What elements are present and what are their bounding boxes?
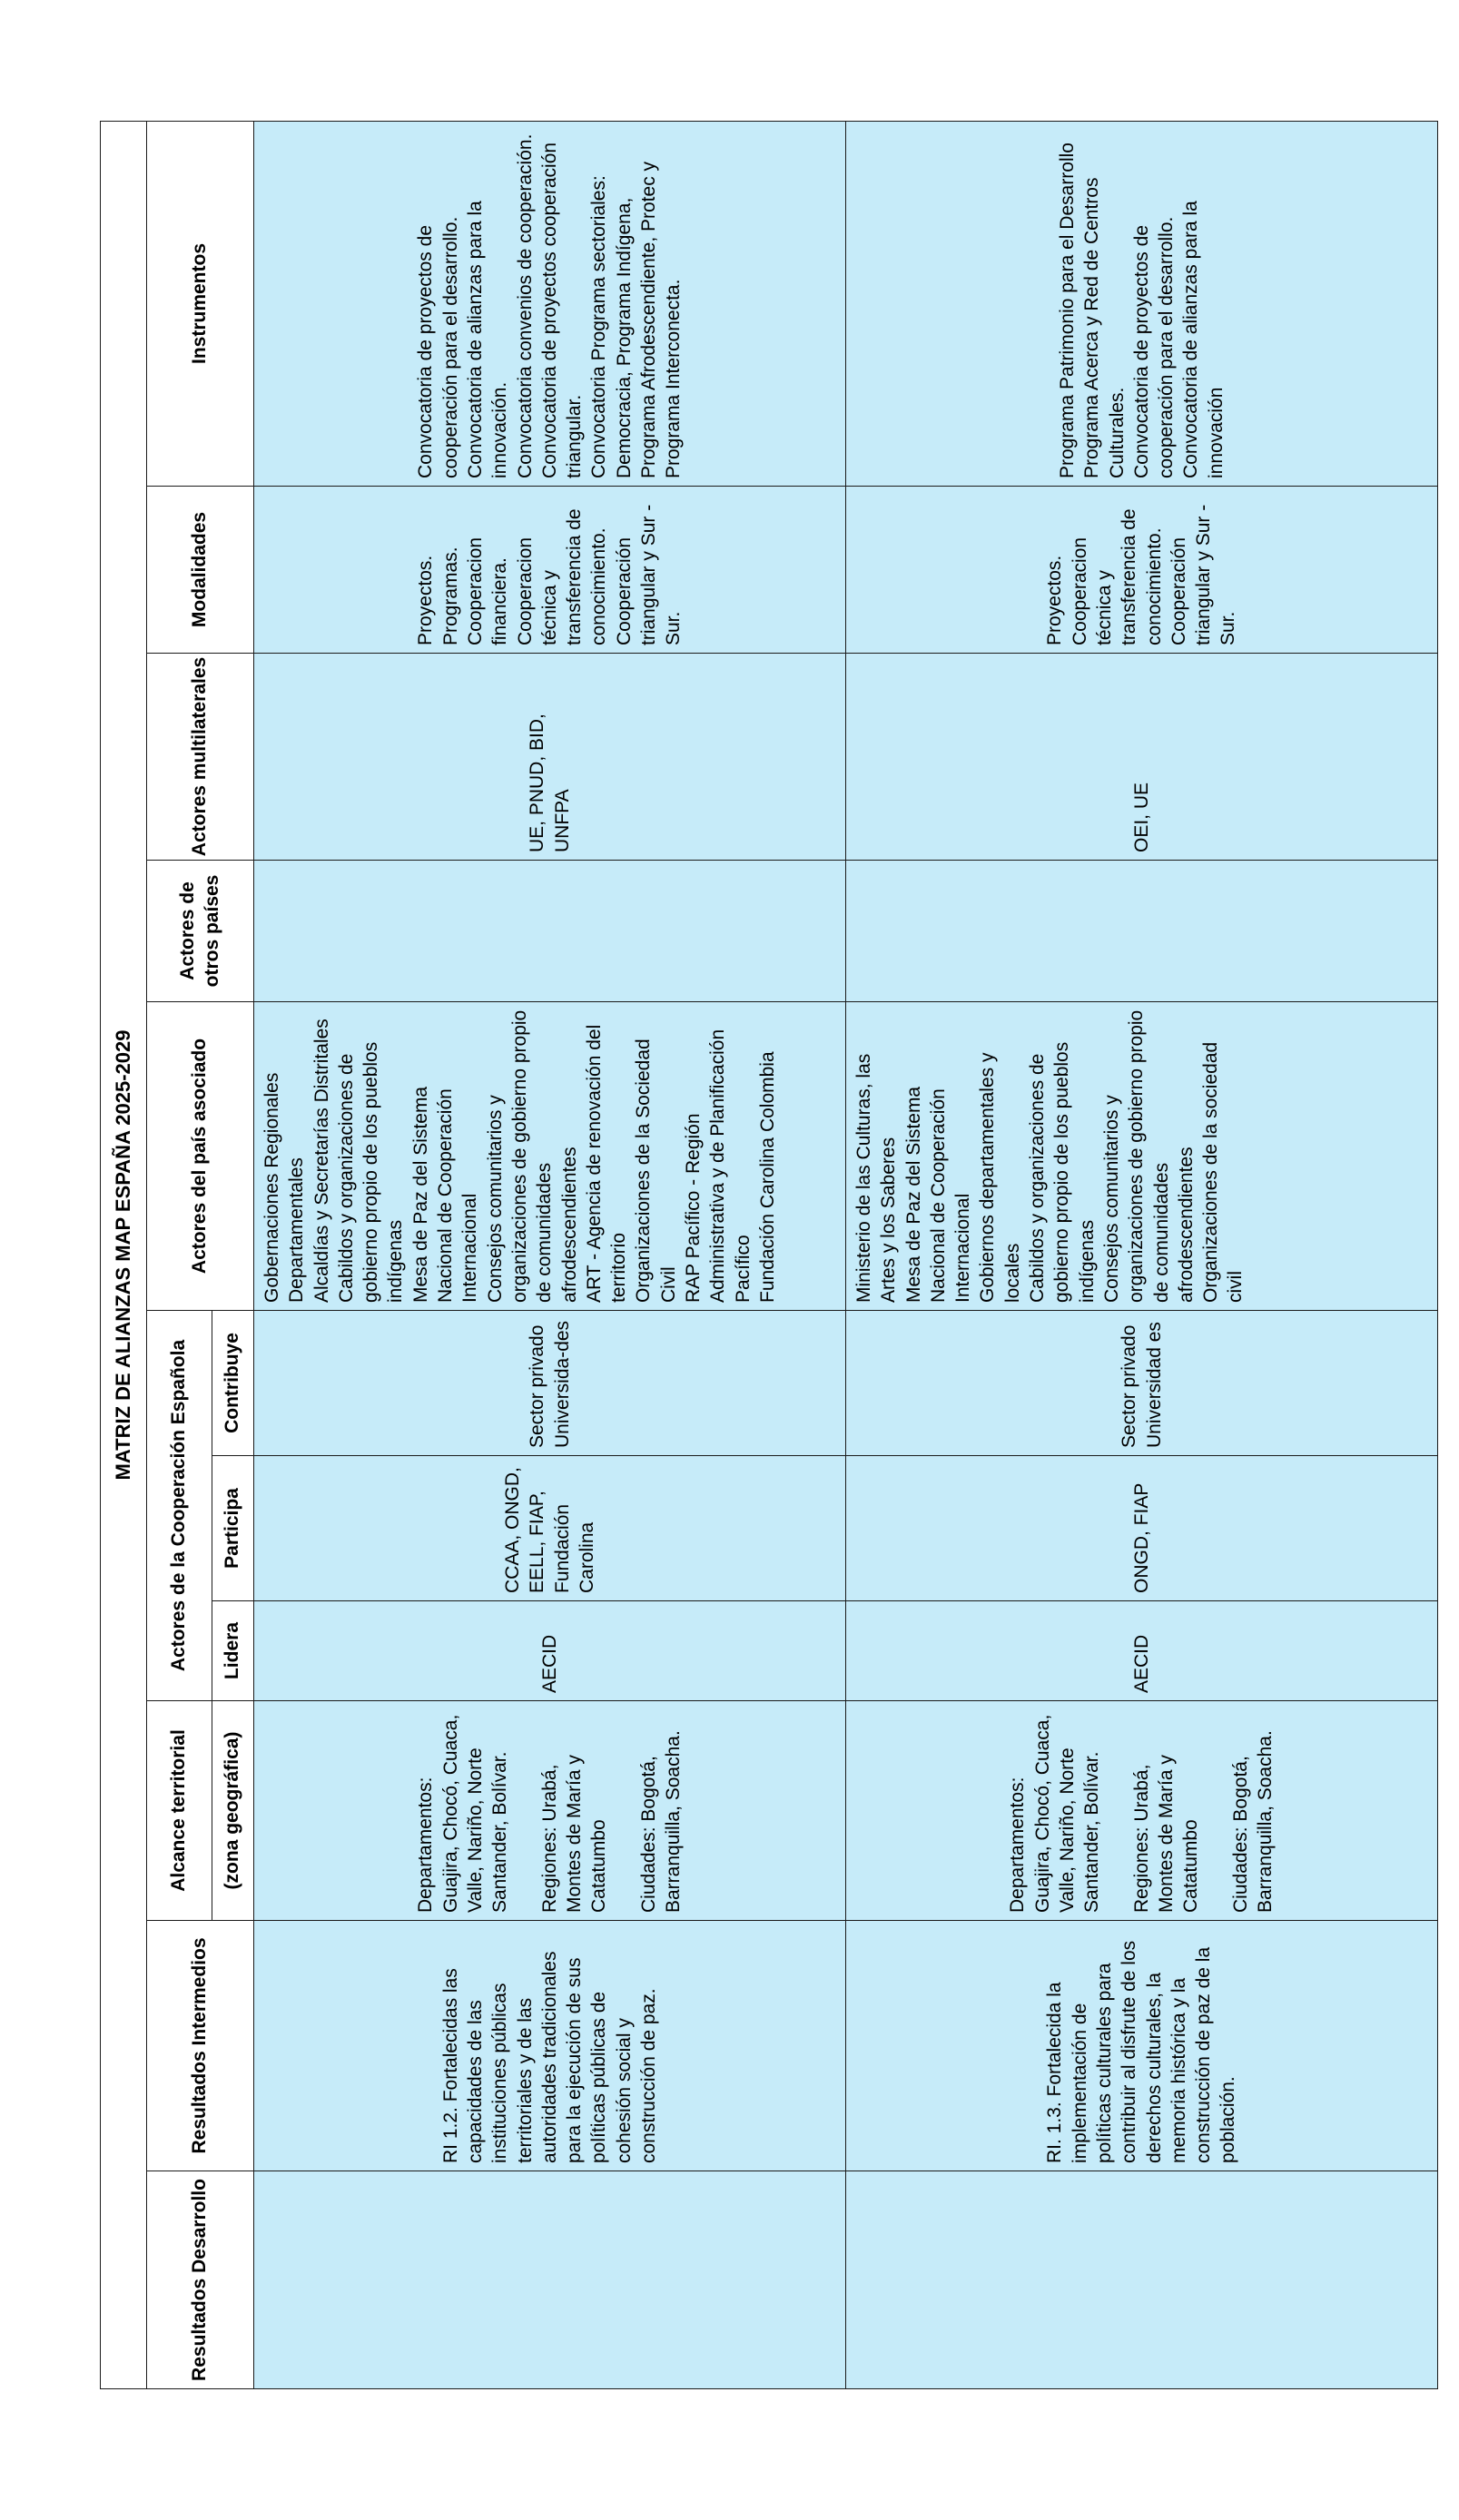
header-modalidades: Modalidades	[147, 487, 254, 654]
row2-actores-multilaterales: OEI, UE	[846, 654, 1438, 861]
row1-instrumentos: Convocatoria de proyectos de cooperación para el desarrollo. Convocatoria de alianzas para la innovación. Convocatoria convenios de cooperación. Convocatoria de proyectos cooperación triangular. Convocatoria Programa sectoriales: Democracia, Programa Indígena, Programa Afrodescendiente, Protec y Programa Interconecta.	[254, 121, 846, 486]
row1-modalidades: Proyectos. Programas. Cooperacion financiera. Cooperacion técnica y transferencia de conocimiento. Cooperación triangular y Sur - Sur.	[254, 487, 846, 654]
row2-lidera: AECID	[846, 1601, 1438, 1701]
header-actores-cooperacion: Actores de la Cooperación Española	[147, 1311, 212, 1701]
header-participa: Participa	[212, 1456, 254, 1601]
header-alcance-territorial: Alcance territorial	[147, 1701, 212, 1921]
header-instrumentos: Instrumentos	[147, 121, 254, 486]
row1-alcance: Departamentos: Guajira, Chocó, Cuaca, Valle, Nariño, Norte Santander, Bolívar. Regiones: Urabá, Montes de María y Catatumbo Ciudades: Bogotá, Barranquilla, Soacha.	[254, 1701, 846, 1921]
row1-resultado-desarrollo	[254, 2171, 846, 2389]
alliance-matrix-page	[100, 122, 1418, 2389]
header-contribuye: Contribuye	[212, 1311, 254, 1456]
row1-contribuye: Sector privado Universida-des	[254, 1311, 846, 1456]
row1-lidera: AECID	[254, 1601, 846, 1701]
row2-alcance: Departamentos: Guajira, Chocó, Cuaca, Valle, Nariño, Norte Santander, Bolívar. Regiones: Urabá, Montes de María y Catatumbo Ciudades: Bogotá, Barranquilla, Soacha.	[846, 1701, 1438, 1921]
header-zona-geografica: (zona geográfica)	[212, 1701, 254, 1921]
row1-participa: CCAA, ONGD, EELL, FIAP, Fundación Carolina	[254, 1456, 846, 1601]
table-row	[846, 121, 1438, 2388]
row2-instrumentos: Programa Patrimonio para el Desarrollo Programa Acerca y Red de Centros Culturales. Convocatoria de proyectos de cooperación para el desarrollo. Convocatoria de alianzas para la innovación	[846, 121, 1438, 486]
header-actores-pais: Actores del país asociado	[147, 1002, 254, 1311]
row2-actores-pais: Ministerio de las Culturas, las Artes y los Saberes Mesa de Paz del Sistema Nacional de Cooperación Internacional Gobiernos departamentales y locales Cabildos y organizaciones de gobierno propio de los pueblos indígenas Consejos comunitarios y organizaciones de gobierno propio de comunidades afrodescendientes Organizaciones de la sociedad civil	[846, 1002, 1438, 1311]
row2-resultado-desarrollo	[846, 2171, 1438, 2389]
row2-modalidades: Proyectos. Cooperacion técnica y transferencia de conocimiento. Cooperación triangular y Sur - Sur.	[846, 487, 1438, 654]
row2-actores-otros	[846, 861, 1438, 1002]
matrix-title: MATRIZ DE ALIANZAS MAP ESPAÑA 2025-2029	[101, 121, 147, 2388]
row2-resultado-intermedio: RI. 1.3. Fortalecida la implementación de políticas culturales para contribuir al disfrute de los derechos culturales, la memoria histórica y la construcción de paz de la población.	[846, 1921, 1438, 2171]
header-resultados-intermedios: Resultados Intermedios	[147, 1921, 254, 2171]
table-row	[254, 121, 846, 2388]
header-actores-otros: Actores de otros países	[147, 861, 254, 1002]
row1-actores-pais: Gobernaciones Regionales Departamentales Alcaldías y Secretarías Distritales Cabildos y organizaciones de gobierno propio de los pueblos indígenas Mesa de Paz del Sistema Nacional de Cooperación Internacional Consejos comunitarios y organizaciones de gobierno propio de comunidades afrodescendientes ART - Agencia de renovación del territorio Organizaciones de la Sociedad Civil RAP Pacífico - Región Administrativa y de Planificación Pacífico Fundación Carolina Colombia	[254, 1002, 846, 1311]
header-actores-multilaterales: Actores multilaterales	[147, 654, 254, 861]
header-resultados-desarrollo: Resultados Desarrollo	[147, 2171, 254, 2389]
header-lidera: Lidera	[212, 1601, 254, 1701]
row1-resultado-intermedio: RI 1.2. Fortalecidas las capacidades de las instituciones públicas territoriales y de las autoridades tradicionales para la ejecución de sus políticas públicas de cohesión social y construcción de paz.	[254, 1921, 846, 2171]
alliance-matrix-table	[100, 121, 1438, 2389]
row2-contribuye: Sector privado Universidad es	[846, 1311, 1438, 1456]
row1-actores-multilaterales: UE, PNUD, BID, UNFPA	[254, 654, 846, 861]
row2-participa: ONGD, FIAP	[846, 1456, 1438, 1601]
row1-actores-otros	[254, 861, 846, 1002]
